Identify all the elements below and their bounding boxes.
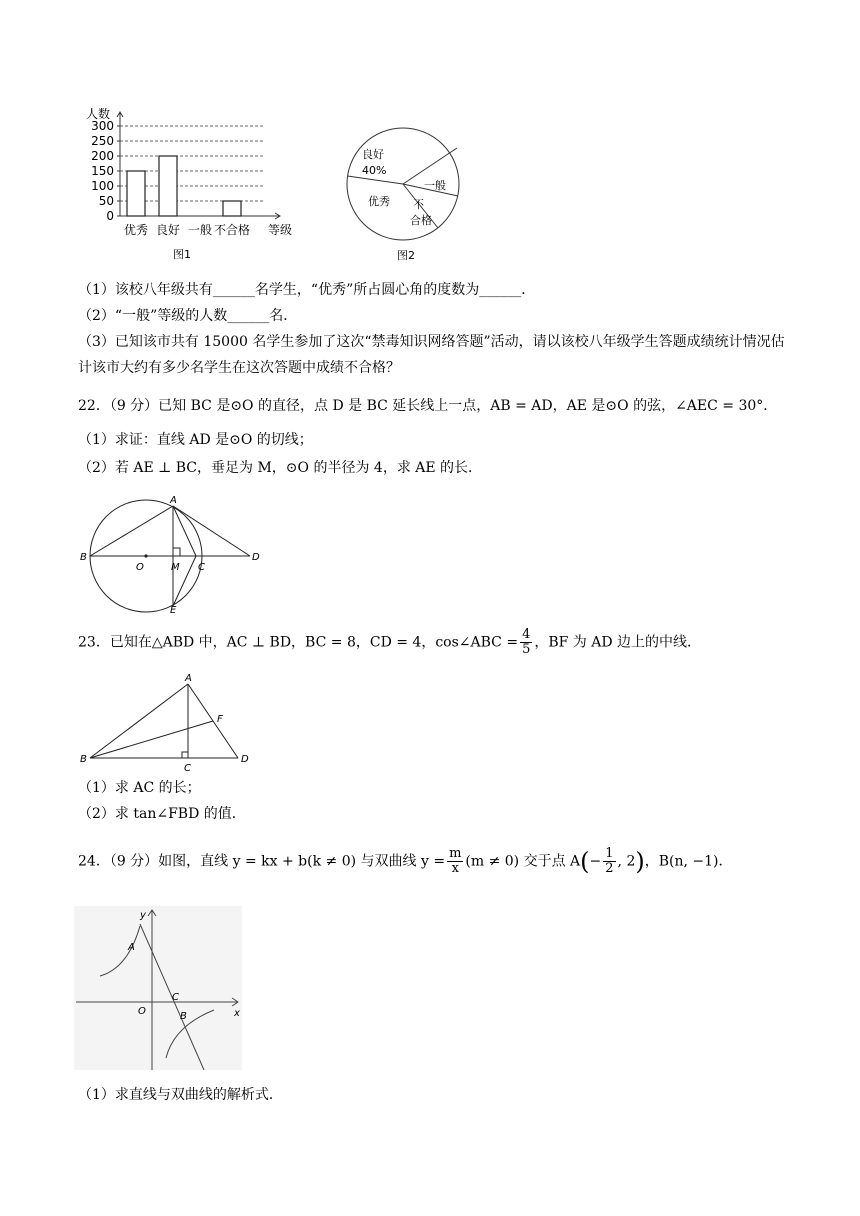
q21-part1: （1）该校八年级共有______名学生，“优秀”所占圆心角的度数为______． [78, 282, 536, 298]
label-x: x [234, 1008, 240, 1019]
label-o: O [138, 1006, 146, 1017]
graph-background [74, 906, 242, 1070]
q23-part2: （2）求 tan∠FBD 的值． [78, 806, 246, 822]
q24-stem-c: ，B(n, −1)． [644, 853, 733, 870]
bar [223, 201, 241, 216]
q24-stem-a: 24．（9 分）如图，直线 y = kx + b(k ≠ 0) 与双曲线 y = [78, 853, 446, 870]
y-tick-label: 0 [106, 209, 114, 223]
bar [159, 156, 177, 216]
q23-part1: （1）求 AC 的长； [78, 780, 201, 796]
label-o: O [136, 562, 144, 573]
y-tick-label: 300 [91, 119, 114, 133]
fig1-caption: 图1 [173, 248, 191, 261]
label-e: E [170, 605, 177, 614]
q24-pt-rest: , 2 [617, 853, 636, 870]
q24-part1: （1）求直线与双曲线的解析式． [78, 1087, 283, 1103]
label-c: C [184, 763, 191, 774]
bar-chart-fig1 [84, 104, 294, 264]
q22-part1: （1）求证：直线 AD 是⊙O 的切线； [78, 432, 313, 448]
pie-label-fail-2: 合格 [410, 214, 432, 227]
y-tick-label: 200 [91, 149, 114, 163]
q24-paren-open: ( [580, 847, 590, 876]
q24-fraction [447, 847, 463, 876]
triangle-figure-q23 [78, 672, 258, 774]
label-y: y [140, 910, 146, 921]
x-category-label: 优秀 [123, 223, 149, 237]
label-d: D [241, 754, 249, 765]
fig2-caption: 图2 [397, 249, 415, 262]
q24-paren-close: ) [635, 847, 645, 876]
line-bf [90, 721, 213, 758]
pie-label-good-pct: 40% [362, 164, 387, 177]
bar [127, 171, 145, 216]
y-tick-label: 100 [91, 179, 114, 193]
x-axis-label: 等级 [268, 223, 293, 237]
pie-divider-1 [348, 176, 403, 184]
q23-fraction [520, 628, 532, 657]
y-tick-label: 50 [98, 194, 114, 208]
q22-part2: （2）若 AE ⊥ BC，垂足为 M，⊙O 的半径为 4，求 AE 的长． [78, 460, 483, 476]
y-tick-label: 150 [91, 164, 114, 178]
x-category-label: 一般 [187, 223, 213, 237]
label-c: C [172, 992, 179, 1003]
y-tick-label: 250 [91, 134, 114, 148]
q23-stem-b: ，BF 为 AD 边上的中线． [534, 634, 702, 651]
label-a: A [170, 495, 177, 506]
q23-frac-den: 5 [522, 642, 531, 657]
q21-part3: （3）已知该市共有 15000 名学生参加了这次“禁毒知识网络答题”活动，请以该校八年级学生答题成绩统计情况估计该市大约有多少名学生在这次答题中成绩不合格？ [78, 334, 785, 376]
label-b: B [80, 552, 87, 563]
label-a: A [185, 673, 192, 684]
q21-part2: （2）“一般”等级的人数______名． [78, 308, 298, 324]
x-category-label: 良好 [155, 223, 181, 237]
center-dot [144, 554, 147, 557]
q24-stem-b: (m ≠ 0) 交于点 A [465, 853, 581, 870]
circle-figure-q22 [78, 492, 268, 614]
q23-stem-a: 23．已知在△ABD 中，AC ⊥ BD，BC = 8，CD = 4，cos∠ABC = [78, 634, 519, 651]
label-d: D [252, 552, 260, 563]
label-b: B [80, 754, 87, 765]
q23-frac-num: 4 [522, 627, 531, 642]
q24-pt-num: 1 [605, 846, 614, 861]
q24-point-fraction [603, 847, 615, 876]
graph-figure-q24 [74, 906, 246, 1074]
q24-stem: 24．（9 分）如图，直线 y = kx + b(k ≠ 0) 与双曲线 y = $\frac{m}{x}$ (m ≠ 0) 交于点 A(− $\frac{1}{2}$ , 2)，B(n, −1)． [78, 846, 733, 876]
pie-label-excellent: 优秀 [368, 195, 390, 208]
label-b: B [180, 1011, 187, 1022]
label-m: M [171, 562, 180, 573]
right-angle-mark [182, 752, 188, 758]
q24-frac-den: x [451, 861, 459, 876]
q22-stem: 22．（9 分）已知 BC 是⊙O 的直径，点 D 是 BC 延长线上一点，AB = AD，AE 是⊙O 的弦，∠AEC = 30°． [78, 398, 778, 414]
pie-label-fail-1: 不 [413, 198, 424, 211]
label-f: F [217, 714, 223, 725]
line-ab [90, 684, 188, 758]
right-angle-mark [173, 548, 180, 556]
y-axis-label: 人数 [86, 107, 111, 121]
pie-label-good: 良好 [362, 148, 384, 161]
q23-stem [78, 628, 701, 657]
pie-label-normal: 一般 [424, 179, 446, 192]
label-c: C [198, 562, 205, 573]
q24-frac-num: m [449, 846, 462, 861]
q24-pt-den: 2 [605, 861, 614, 876]
pie-chart-fig2 [340, 118, 470, 264]
line-ab [90, 506, 173, 556]
x-category-label: 不合格 [213, 223, 251, 237]
label-a: A [128, 942, 135, 953]
